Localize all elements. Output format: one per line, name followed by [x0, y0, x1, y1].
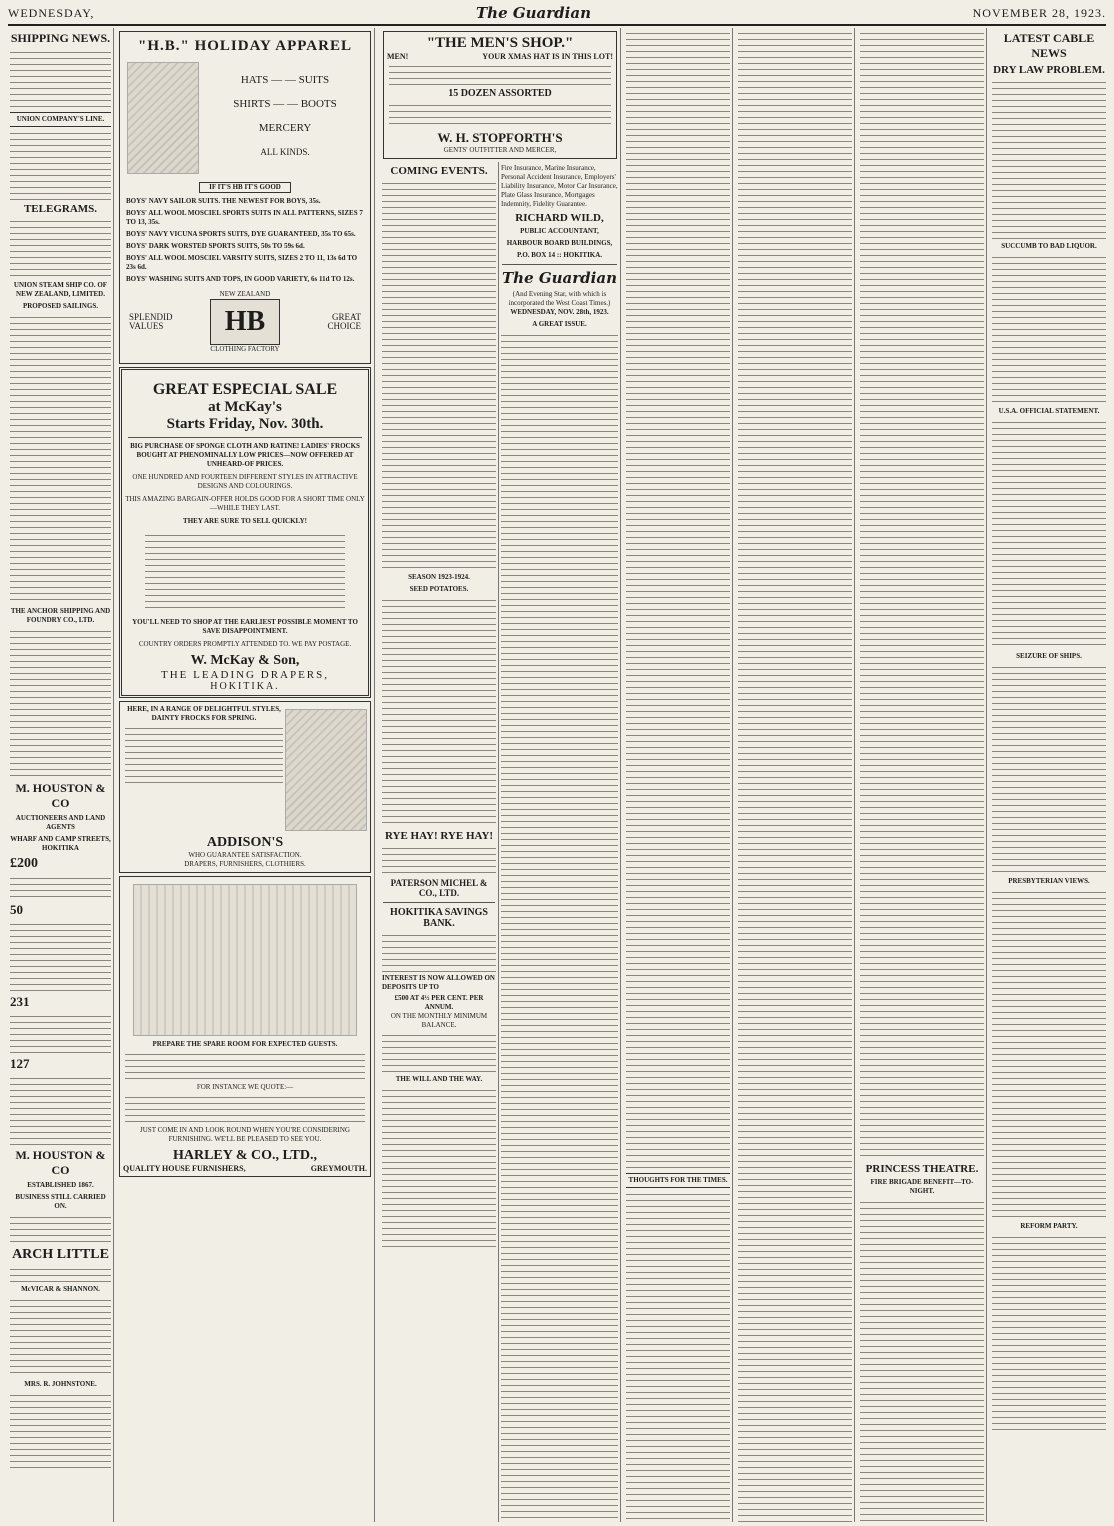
- guardian-sub: (And Evening Star, with which is incorporated the West Coast Times.): [508, 290, 611, 307]
- mckay-advert: [119, 367, 371, 698]
- lady-illustration: [285, 709, 367, 831]
- great-choice: GREAT CHOICE: [327, 312, 361, 331]
- spare-room: PREPARE THE SPARE ROOM FOR EXPECTED GUESTS.: [152, 1040, 338, 1048]
- princess-theatre: PRINCESS THEATRE.: [865, 1163, 979, 1175]
- union-text: [10, 130, 111, 200]
- shop-early: YOU'LL NEED TO SHOP AT THE EARLIEST POSSIBLE MOMENT TO SAVE DISAPPOINTMENT.: [132, 618, 358, 635]
- interest: INTEREST IS NOW ALLOWED ON DEPOSITS UP TO: [382, 974, 495, 991]
- wharf: WHARF AND CAMP STREETS, HOKITIKA: [10, 835, 111, 852]
- auctioneers: AUCTIONEERS AND LAND AGENTS: [15, 814, 106, 831]
- dozen-assorted: 15 DOZEN ASSORTED: [448, 88, 552, 99]
- column-5-text: [738, 30, 852, 1522]
- coming-events: COMING EVENTS.: [390, 165, 488, 177]
- shipping-text: [10, 49, 111, 109]
- arch-text: [10, 1266, 111, 1282]
- clothing-factory: CLOTHING FACTORY: [210, 345, 280, 353]
- fire-brigade: FIRE BRIGADE BENEFIT—TO-NIGHT.: [870, 1178, 974, 1195]
- men-label: MEN!: [387, 52, 409, 61]
- official-statement: U.S.A. OFFICIAL STATEMENT.: [998, 407, 1100, 415]
- column-6-text: [860, 30, 984, 1160]
- public-accountant: PUBLIC ACCOUNTANT,: [520, 227, 599, 235]
- boys-4: BOYS' DARK WORSTED SPORTS SUITS, 50s TO 59s 6d.: [126, 242, 305, 250]
- harley-name: HARLEY & CO., LTD.,: [172, 1148, 318, 1163]
- seed-potatoes: SEED POTATOES.: [409, 585, 469, 593]
- great-issue: A GREAT ISSUE.: [532, 320, 587, 328]
- mens-text: [389, 63, 611, 85]
- latest-cable: LATEST CABLE NEWS: [1003, 31, 1095, 60]
- harley-text-2: [125, 1094, 365, 1124]
- business-carried-on: BUSINESS STILL CARRIED ON.: [15, 1193, 106, 1210]
- masthead-title: The Guardian: [476, 4, 591, 22]
- price-127: 127: [10, 1056, 30, 1071]
- business-text: [10, 1214, 111, 1244]
- po-box: P.O. BOX 14 :: HOKITIKA.: [516, 251, 603, 259]
- quality-furnishers: QUALITY HOUSE FURNISHERS,: [123, 1164, 246, 1173]
- hats-line: HATS — — SUITS: [240, 74, 330, 86]
- column-1: [8, 28, 114, 1522]
- come-in: JUST COME IN AND LOOK ROUND WHEN YOU'RE CONSIDERING FURNISHING. WE'LL BE PLEASED TO SEE YOU.: [140, 1126, 350, 1143]
- column-5: [736, 28, 855, 1522]
- price-231: 231: [10, 994, 30, 1009]
- guardian-date: WEDNESDAY, NOV. 28th, 1923.: [510, 308, 609, 316]
- column-2: [116, 28, 375, 1522]
- johnstone-text: [10, 1392, 111, 1472]
- leading-drapers: THE LEADING DRAPERS,: [160, 669, 330, 681]
- mens-shop-title: "THE MEN'S SHOP.": [426, 35, 574, 51]
- union-heading: UNION COMPANY'S LINE.: [10, 112, 111, 127]
- anchor-text: [10, 628, 111, 778]
- thoughts-heading: THOUGHTS FOR THE TIMES.: [626, 1173, 730, 1188]
- mrs-johnstone: MRS. R. JOHNSTONE.: [24, 1380, 97, 1388]
- for-instance: FOR INSTANCE WE QUOTE:—: [196, 1083, 294, 1091]
- hb-advert: [119, 31, 371, 364]
- union-steam-heading: UNION STEAM SHIP CO. OF NEW ZEALAND, LIMITED.: [13, 281, 108, 298]
- boys-1: BOYS' NAVY SAILOR SUITS. THE NEWEST FOR BOYS, 35s.: [126, 197, 321, 205]
- arch-little: ARCH LITTLE: [12, 1247, 109, 1262]
- stopforth-sub: GENTS' OUTFITTER AND MERCER,: [443, 146, 557, 154]
- hundred-text: ONE HUNDRED AND FOURTEEN DIFFERENT STYLES IN ATTRACTIVE DESIGNS AND COLOURINGS.: [132, 473, 358, 490]
- column-3: [380, 28, 621, 1522]
- savings-text: [382, 932, 496, 972]
- guardian-title: The Guardian: [502, 269, 617, 287]
- sailings-text: [10, 314, 111, 604]
- houston-heading-2: M. HOUSTON & CO: [15, 1148, 106, 1177]
- amazing-text: THIS AMAZING BARGAIN-OFFER HOLDS GOOD FOR A SHORT TIME ONLY—WHILE THEY LAST.: [125, 495, 365, 512]
- sponge-text: BIG PURCHASE OF SPONGE CLOTH AND RATINE! LADIES' FROCKS BOUGHT AT PHENOMINALLY LOW PRICES—NOW OFFERED AT UNHEARD-OF PRICES.: [130, 442, 360, 468]
- addison-guarantee: WHO GUARANTEE SATISFACTION.: [188, 851, 302, 859]
- telegrams-text: [10, 218, 111, 278]
- column-7: [990, 28, 1108, 1522]
- seizure-text: [992, 664, 1106, 874]
- bed-illustration: [133, 884, 357, 1036]
- masthead-day: WEDNESDAY,: [8, 5, 95, 20]
- theatre-text: [860, 1199, 984, 1522]
- seed-text: [382, 597, 496, 827]
- mens-shop-advert: [383, 31, 617, 159]
- mens-text-2: [389, 102, 611, 128]
- price-50: 50: [10, 902, 23, 917]
- shirts-line: SHIRTS — — BOOTS: [233, 98, 337, 110]
- lot-text: [10, 1075, 111, 1145]
- sale-title: GREAT ESPECIAL SALE: [152, 381, 338, 398]
- fire-insurance: Fire Insurance, Marine Insurance, Personal Accident Insurance, Employers' Liability Insurance, Motor Car Insurance, Plate Glass Insurance, Mortgages Indemnity, Fidelity Guarantee.: [501, 164, 618, 208]
- man-illustration: [127, 62, 199, 174]
- masthead-date: NOVEMBER 28, 1923.: [972, 5, 1106, 20]
- sale-at: at McKay's: [208, 399, 282, 415]
- all-kinds: ALL KINDS.: [260, 147, 310, 157]
- addison-name: ADDISON'S: [206, 835, 284, 850]
- column-4: [624, 28, 733, 1522]
- thoughts-text: [626, 1191, 730, 1522]
- harley-text: [125, 1051, 365, 1081]
- succumb-text: [992, 254, 1106, 404]
- masthead: [8, 2, 1106, 26]
- paterson: PATERSON MICHEL & CO., LTD.: [390, 878, 488, 898]
- succumb: SUCCUMB TO BAD LIQUOR.: [1001, 242, 1097, 250]
- dry-law-text: [992, 79, 1106, 239]
- richard-wild: RICHARD WILD,: [515, 212, 604, 224]
- price-list: [145, 532, 345, 612]
- nz-label: NEW ZEALAND: [219, 290, 271, 298]
- monthly-balance: ON THE MONTHLY MINIMUM BALANCE.: [390, 1012, 488, 1029]
- boys-5: BOYS' ALL WOOL MOSCIEL VARSITY SUITS, SIZES 2 TO 11, 13s 6d TO 23s 6d.: [126, 254, 358, 271]
- shipping-heading: SHIPPING NEWS.: [10, 31, 111, 45]
- hb-title: "H.B." HOLIDAY APPAREL: [138, 38, 352, 54]
- savings-text-2: [382, 1032, 496, 1072]
- established: ESTABLISHED 1867.: [27, 1181, 94, 1189]
- mcvicar-text: [10, 1297, 111, 1377]
- harbour-board: HARBOUR BOARD BUILDINGS,: [506, 239, 613, 247]
- houston-heading: M. HOUSTON & CO: [15, 781, 106, 810]
- proposed-sailings: PROPOSED SAILINGS.: [22, 302, 99, 310]
- mercery-line: MERCERY: [258, 122, 312, 134]
- mckay-hokitika: HOKITIKA.: [210, 681, 280, 692]
- events-text: [382, 180, 496, 570]
- lot-text: [10, 921, 111, 991]
- splendid-values: SPLENDID VALUES: [129, 312, 173, 331]
- hb-logo: HB: [210, 299, 279, 345]
- reform-text: [992, 1234, 1106, 1434]
- harley-advert: [119, 876, 371, 1177]
- interest-rate: £500 AT 4½ PER CENT. PER ANNUM.: [394, 994, 484, 1011]
- editorial-text: [501, 332, 618, 1522]
- column-6: [858, 28, 987, 1522]
- rye-hay: RYE HAY! RYE HAY!: [384, 830, 494, 842]
- reform-party: REFORM PARTY.: [1020, 1222, 1078, 1230]
- lot-text: [10, 1013, 111, 1053]
- mcvicar: McVICAR & SHANNON.: [21, 1285, 100, 1293]
- boys-2: BOYS' ALL WOOL MOSCIEL SPORTS SUITS IN ALL PATTERNS, SIZES 7 TO 13, 35s.: [126, 209, 363, 226]
- boys-3: BOYS' NAVY VICUNA SPORTS SUITS, DYE GUARANTEED, 35s TO 65s.: [126, 230, 356, 238]
- dainty-frocks: HERE, IN A RANGE OF DELIGHTFUL STYLES, DAINTY FROCKS FOR SPRING.: [127, 705, 281, 722]
- seizure-ships: SEIZURE OF SHIPS.: [1016, 652, 1082, 660]
- presbyterian: PRESBYTERIAN VIEWS.: [1008, 877, 1090, 885]
- dry-law: DRY LAW PROBLEM.: [993, 64, 1105, 76]
- mckay-name: W. McKay & Son,: [190, 653, 300, 668]
- anchor-heading: THE ANCHOR SHIPPING AND FOUNDRY CO., LTD.: [10, 607, 111, 624]
- sale-date: Starts Friday, Nov. 30th.: [166, 416, 324, 432]
- statement-text: [992, 419, 1106, 649]
- harley-greymouth: GREYMOUTH.: [310, 1164, 367, 1173]
- xmas-hat: YOUR XMAS HAT IS IN THIS LOT!: [482, 52, 613, 61]
- addison-drapers: DRAPERS, FURNISHERS, CLOTHIERS.: [184, 860, 306, 868]
- addison-text: [125, 725, 283, 785]
- will-and-way: THE WILL AND THE WAY.: [395, 1075, 483, 1083]
- rye-text: [382, 845, 496, 875]
- presbyterian-text: [992, 889, 1106, 1219]
- addison-advert: [119, 701, 371, 873]
- stopforth-name: W. H. STOPFORTH'S: [437, 130, 563, 145]
- will-text: [382, 1087, 496, 1247]
- savings-bank: HOKITIKA SAVINGS BANK.: [390, 907, 488, 929]
- telegrams-heading: TELEGRAMS.: [23, 203, 98, 215]
- column-4-text: [626, 30, 730, 1170]
- boys-6: BOYS' WASHING SUITS AND TOPS, IN GOOD VARIETY, 6s 11d TO 12s.: [126, 275, 355, 283]
- its-good-logo: IF IT'S HB IT'S GOOD: [199, 182, 291, 193]
- lot-text: [10, 875, 111, 899]
- season: SEASON 1923-1924.: [408, 573, 470, 581]
- country-orders: COUNTRY ORDERS PROMPTLY ATTENDED TO. WE PAY POSTAGE.: [138, 640, 352, 648]
- sell-quickly: THEY ARE SURE TO SELL QUICKLY!: [183, 517, 307, 525]
- price-200: £200: [10, 856, 38, 871]
